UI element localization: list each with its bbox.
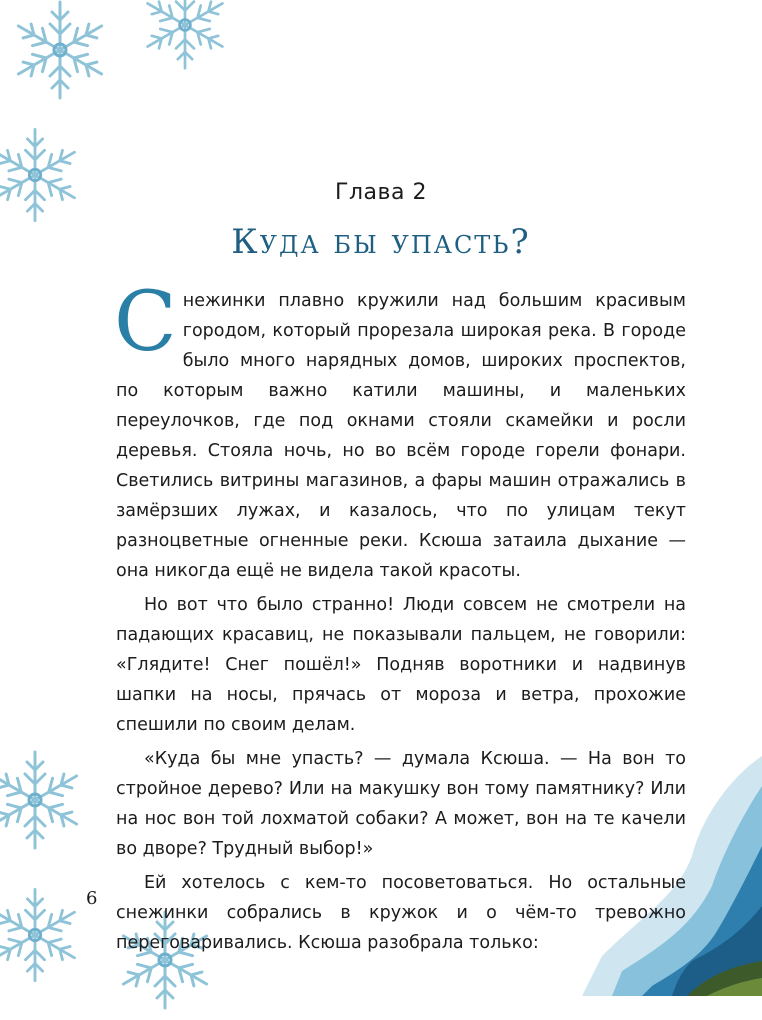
- paragraph: «Куда бы мне упасть? — думала Ксюша. — На вон то стройное дерево? Или на макушку вон тому памятнику? Или на нос вон той лохматой собаки? А может, вон на те качели во дворе? Трудный выбор!»: [116, 749, 686, 859]
- paragraph: Но вот что было странно! Люди совсем не смотрели на падающих красавиц, не показывали пальцем, не говорили: «Глядите! Снег пошёл!» Подняв воротники и надвинув шапки на носы, прячась от мороза и ветра, прохожие спешили по своим делам.: [116, 595, 686, 735]
- paragraph-text: нежинки плавно кружили над большим красивым городом, который прорезала широкая река. В городе было много нарядных домов, широких проспектов, по которым важно катили машины, и маленьких переулочков, где под окнами стояли скамейки и росли деревья. Стояла ночь, но во всём городе горели фонари. Светились витрины магазинов, а фары машин отражались в замёрзших лужах, и казалось, что по улицам текут разноцветные огненные реки. Ксюша затаила дыхание — она никогда ещё не видела такой красоты.: [116, 291, 686, 581]
- snowflake-icon: [0, 880, 90, 990]
- snowflake-icon: [0, 0, 130, 120]
- page-number: 6: [86, 888, 98, 909]
- paragraph: [114, 275, 686, 586]
- body-text: [114, 275, 686, 962]
- chapter-title: Куда бы упасть?: [231, 222, 531, 262]
- paragraph: Ей хотелось с кем-то посоветоваться. Но остальные снежинки собрались в кружок и о чём-то тревожно переговаривались. Ксюша разобрала только:: [116, 873, 686, 953]
- chapter-label: Глава 2: [335, 180, 427, 205]
- dropcap: С: [114, 275, 177, 370]
- snowflake-icon: [130, 0, 240, 80]
- snowflake-icon: [0, 740, 95, 860]
- snowflake-icon: [0, 120, 90, 230]
